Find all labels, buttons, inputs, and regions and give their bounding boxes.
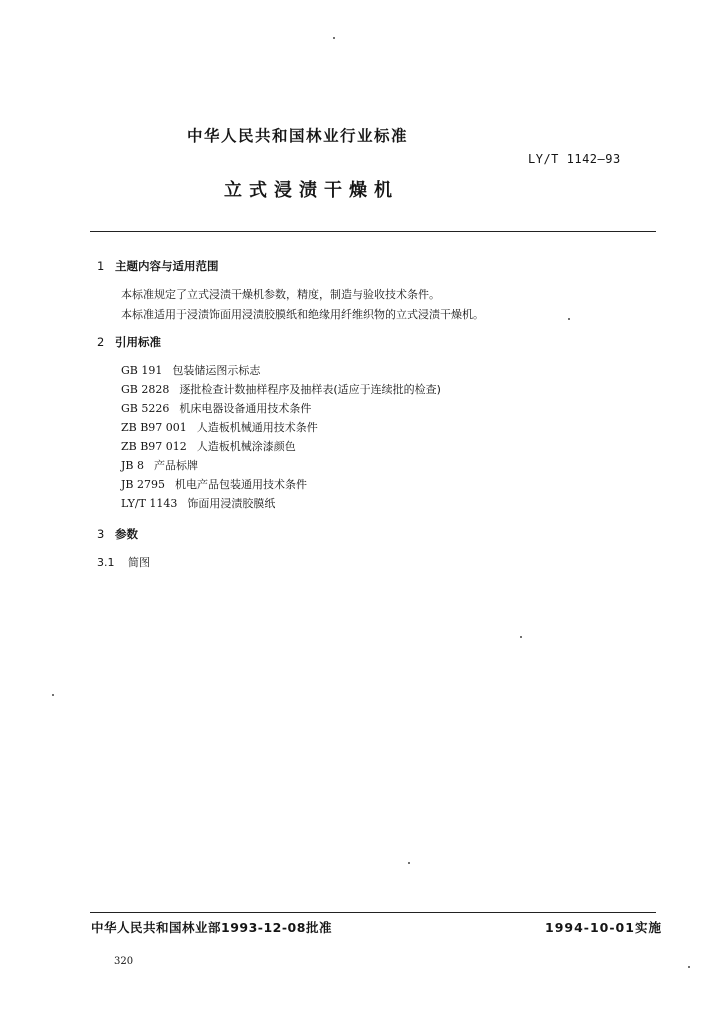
reference-code: JB 8 — [121, 459, 144, 472]
section-title: 主题内容与适用范围 — [115, 259, 219, 273]
scan-speck — [568, 318, 570, 320]
reference-item — [121, 438, 296, 454]
scan-speck — [52, 694, 54, 696]
document-title: 立式浸渍干燥机 — [224, 180, 399, 201]
reference-code: LY/T 1143 — [121, 497, 178, 510]
section-3-heading — [97, 526, 138, 542]
reference-name: 人造板机械通用技术条件 — [196, 421, 318, 434]
scan-speck — [333, 37, 335, 39]
reference-name: 包装储运图示标志 — [172, 364, 261, 377]
section-title: 引用标准 — [115, 335, 161, 349]
reference-code: JB 2795 — [121, 478, 165, 491]
reference-name: 产品标牌 — [154, 459, 198, 472]
reference-code: GB 191 — [121, 364, 163, 377]
reference-code: ZB B97 001 — [121, 421, 187, 434]
page-number: 320 — [114, 956, 134, 967]
reference-item — [121, 495, 275, 511]
standard-code: LY/T 1142—93 — [528, 152, 621, 166]
section-title: 简图 — [128, 556, 150, 569]
scan-speck — [520, 636, 522, 638]
paragraph: 本标准规定了立式浸渍干燥机参数，精度，制造与验收技术条件。 — [121, 288, 440, 301]
reference-name: 饰面用浸渍胶膜纸 — [187, 497, 276, 510]
reference-item — [121, 476, 307, 492]
reference-item — [121, 381, 441, 397]
reference-item — [121, 419, 318, 435]
reference-name: 机床电器设备通用技术条件 — [179, 402, 312, 415]
subsection-3-1-heading — [97, 554, 150, 570]
section-number: 3.1 — [97, 556, 115, 569]
scan-speck — [408, 862, 410, 864]
effective-date: 1994-10-01实施 — [545, 920, 662, 935]
section-1-heading — [97, 258, 219, 274]
header-rule — [90, 231, 656, 232]
section-2-heading — [97, 334, 161, 350]
approval-line: 中华人民共和国林业部1993-12-08批准 — [91, 920, 332, 935]
section-number: 1 — [97, 259, 105, 273]
reference-code: GB 5226 — [121, 402, 170, 415]
issuing-authority: 中华人民共和国林业行业标准 — [187, 127, 409, 145]
reference-name: 逐批检查计数抽样程序及抽样表(适应于连续批的检查) — [179, 383, 441, 396]
reference-item — [121, 457, 198, 473]
section-title: 参数 — [115, 527, 138, 541]
reference-name: 机电产品包装通用技术条件 — [174, 478, 307, 491]
reference-code: GB 2828 — [121, 383, 170, 396]
reference-name: 人造板机械涂漆颜色 — [196, 440, 296, 453]
paragraph: 本标准适用于浸渍饰面用浸渍胶膜纸和绝缘用纤维织物的立式浸渍干燥机。 — [121, 308, 484, 321]
reference-code: ZB B97 012 — [121, 440, 187, 453]
footer-rule — [90, 912, 656, 913]
section-number: 3 — [97, 527, 105, 541]
scan-speck — [688, 966, 690, 968]
reference-item — [121, 400, 311, 416]
reference-item — [121, 362, 260, 378]
section-number: 2 — [97, 335, 105, 349]
